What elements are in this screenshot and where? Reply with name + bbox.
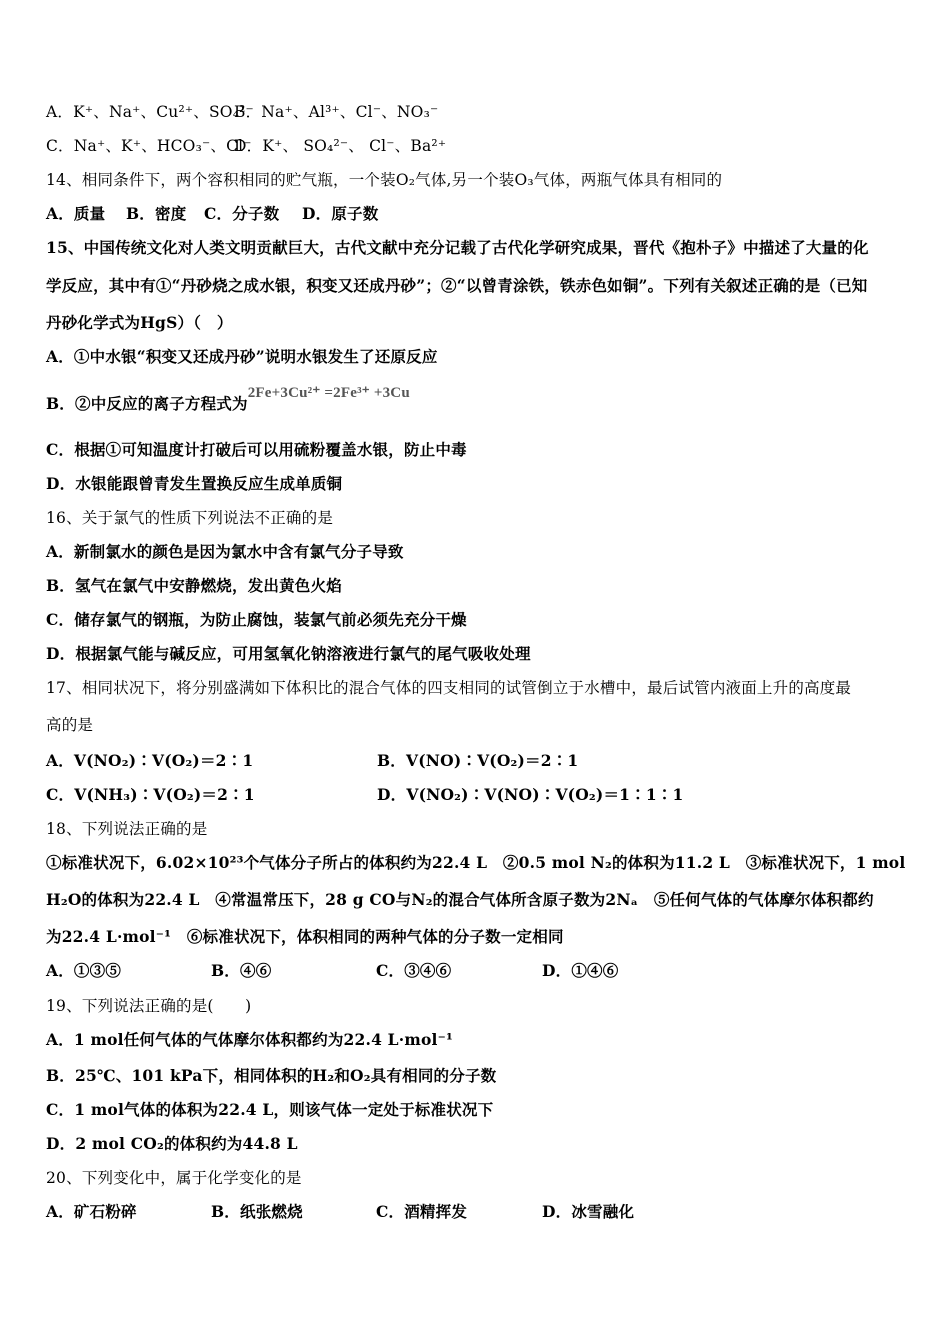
q17-option-a: A．V(NO₂)∶V(O₂)＝2∶1 <box>46 751 254 770</box>
q17-option-c: C．V(NH₃)∶V(O₂)＝2∶1 <box>46 785 255 804</box>
q17-stem-line1: 17、相同状况下，将分别盛满如下体积比的混合气体的四支相同的试管倒立于水槽中，最后试管内液面上升的高度最 <box>46 679 852 697</box>
q16-option-b: B．氢气在氯气中安静燃烧，发出黄色火焰 <box>46 576 342 595</box>
q14-option-d: D．原子数 <box>302 204 379 223</box>
q20-option-d: D．冰雪融化 <box>542 1202 635 1221</box>
q15-option-c: C．根据①可知温度计打破后可以用硫粉覆盖水银，防止中毒 <box>46 440 467 459</box>
q14-option-c: C．分子数 <box>204 204 280 223</box>
q13-option-b: B．Na⁺、Al³⁺、Cl⁻、NO₃⁻ <box>234 103 439 121</box>
q18-body-line3: 为22.4 L·mol⁻¹ ⑥标准状况下，体积相同的两种气体的分子数一定相同 <box>46 927 564 946</box>
q20-option-c: C．酒精挥发 <box>376 1202 468 1221</box>
q18-body-line1: ①标准状况下，6.02×10²³个气体分子所占的体积约为22.4 L ②0.5 mol N₂的体积为11.2 L ③标准状况下，1 mol <box>46 853 906 872</box>
q18-option-a: A．①③⑤ <box>46 961 122 980</box>
q17-options-row1 <box>46 751 578 771</box>
q17-option-d: D．V(NO₂)∶V(NO)∶V(O₂)＝1∶1∶1 <box>377 785 684 804</box>
q15-option-a: A．①中水银“积变又还成丹砂”说明水银发生了还原反应 <box>46 347 438 366</box>
q14-option-b: B．密度 <box>126 204 187 223</box>
q14-option-a: A．质量 <box>46 204 106 223</box>
q15-option-b-prefix: B．②中反应的离子方程式为 <box>46 394 248 413</box>
q20-option-b: B．纸张燃烧 <box>211 1202 303 1221</box>
q15-stem-line2: 学反应，其中有①“丹砂烧之成水银，积变又还成丹砂”；②“以曾青涂铁，铁赤色如铜”。下列有关叙述正确的是（已知 <box>46 276 868 295</box>
q16-option-a: A．新制氯水的颜色是因为氯水中含有氯气分子导致 <box>46 542 404 561</box>
q15-stem-line1: 15、中国传统文化对人类文明贡献巨大，古代文献中充分记载了古代化学研究成果，晋代《抱朴子》中描述了大量的化 <box>46 238 869 257</box>
q15-option-b <box>46 385 410 415</box>
q17-option-b: B．V(NO)∶V(O₂)＝2∶1 <box>377 751 579 770</box>
q18-stem: 18、下列说法正确的是 <box>46 820 208 838</box>
q19-option-a: A．1 mol任何气体的气体摩尔体积都约为22.4 L·mol⁻¹ <box>46 1030 453 1049</box>
q18-body-line2: H₂O的体积为22.4 L ④常温常压下，28 g CO与N₂的混合气体所含原子数为2Nₐ ⑤任何气体的气体摩尔体积都约 <box>46 890 874 909</box>
q15-option-d: D．水银能跟曾青发生置换反应生成单质铜 <box>46 474 343 493</box>
q13-option-d: D．K⁺、 SO₄²⁻、 Cl⁻、Ba²⁺ <box>234 137 447 155</box>
q14-stem: 14、相同条件下，两个容积相同的贮气瓶，一个装O₂气体,另一个装O₃气体，两瓶气体具有相同的 <box>46 171 723 189</box>
q15-stem-line3: 丹砂化学式为HgS）（ ） <box>46 313 233 332</box>
q16-option-d: D．根据氯气能与碱反应，可用氢氧化钠溶液进行氯气的尾气吸收处理 <box>46 644 531 663</box>
q19-option-b: B．25℃、101 kPa下，相同体积的H₂和O₂具有相同的分子数 <box>46 1066 497 1085</box>
q18-option-d: D．①④⑥ <box>542 961 619 980</box>
q14-options <box>46 204 378 224</box>
q18-options <box>46 961 618 981</box>
q19-option-c: C．1 mol气体的体积为22.4 L，则该气体一定处于标准状况下 <box>46 1100 494 1119</box>
q20-stem: 20、下列变化中，属于化学变化的是 <box>46 1169 302 1187</box>
q19-stem: 19、下列说法正确的是( ) <box>46 997 252 1015</box>
q17-stem-line2: 高的是 <box>46 716 94 734</box>
q18-option-c: C．③④⑥ <box>376 961 452 980</box>
q17-options-row2 <box>46 785 684 805</box>
q20-options <box>46 1202 634 1222</box>
q13-option-c: C．Na⁺、K⁺、HCO₃⁻、Cl⁻ <box>46 137 252 155</box>
q13-options-row2 <box>46 136 446 156</box>
q13-option-a: A．K⁺、Na⁺、Cu²⁺、SO₄²⁻ <box>46 103 254 121</box>
q20-option-a: A．矿石粉碎 <box>46 1202 137 1221</box>
q18-option-b: B．④⑥ <box>211 961 272 980</box>
q19-option-d: D．2 mol CO₂的体积约为44.8 L <box>46 1134 298 1153</box>
q15-option-b-equation: 2Fe+3Cu²⁺ =2Fe³⁺ +3Cu <box>247 385 410 401</box>
q13-options-row1 <box>46 102 438 122</box>
q16-stem: 16、关于氯气的性质下列说法不正确的是 <box>46 509 334 527</box>
q16-option-c: C．储存氯气的钢瓶，为防止腐蚀，装氯气前必须先充分干燥 <box>46 610 467 629</box>
